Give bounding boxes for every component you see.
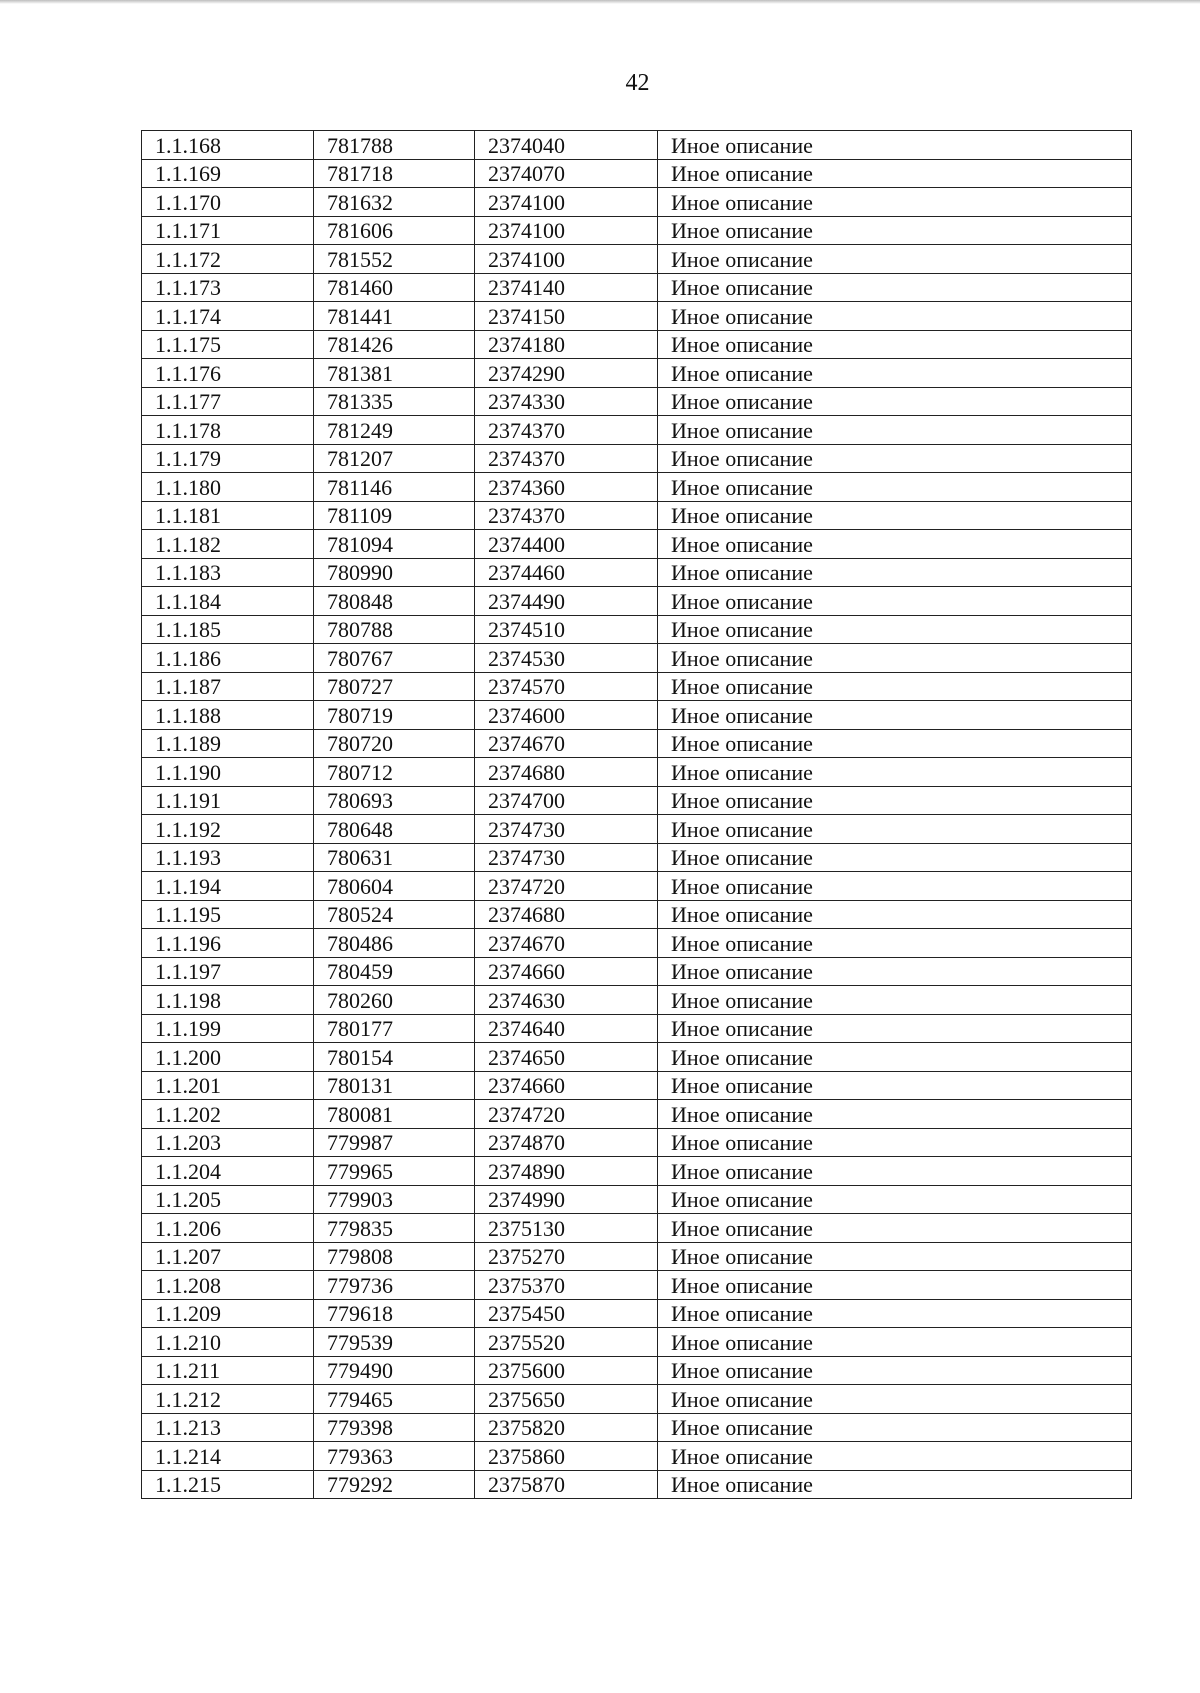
y-coordinate-cell: 2374990 <box>475 1185 658 1214</box>
y-coordinate-cell: 2375820 <box>475 1413 658 1442</box>
y-coordinate-cell: 2374510 <box>475 615 658 644</box>
description-cell: Иное описание <box>658 672 1132 701</box>
table-row <box>142 444 1132 473</box>
x-coordinate-cell: 780177 <box>314 1014 475 1043</box>
y-coordinate-cell: 2374600 <box>475 701 658 730</box>
table-row <box>142 1413 1132 1442</box>
point-number-cell: 1.1.198 <box>142 986 314 1015</box>
x-coordinate-cell: 780604 <box>314 872 475 901</box>
y-coordinate-cell: 2374670 <box>475 729 658 758</box>
description-cell: Иное описание <box>658 1470 1132 1499</box>
x-coordinate-cell: 779363 <box>314 1442 475 1471</box>
point-number-cell: 1.1.186 <box>142 644 314 673</box>
x-coordinate-cell: 780131 <box>314 1071 475 1100</box>
point-number-cell: 1.1.192 <box>142 815 314 844</box>
x-coordinate-cell: 780154 <box>314 1043 475 1072</box>
table-row <box>142 729 1132 758</box>
y-coordinate-cell: 2374530 <box>475 644 658 673</box>
description-cell: Иное описание <box>658 188 1132 217</box>
table-row <box>142 786 1132 815</box>
point-number-cell: 1.1.184 <box>142 587 314 616</box>
x-coordinate-cell: 780486 <box>314 929 475 958</box>
point-number-cell: 1.1.176 <box>142 359 314 388</box>
y-coordinate-cell: 2374370 <box>475 444 658 473</box>
x-coordinate-cell: 780848 <box>314 587 475 616</box>
table-row <box>142 302 1132 331</box>
x-coordinate-cell: 781249 <box>314 416 475 445</box>
y-coordinate-cell: 2374650 <box>475 1043 658 1072</box>
x-coordinate-cell: 780990 <box>314 558 475 587</box>
table-row <box>142 929 1132 958</box>
x-coordinate-cell: 779835 <box>314 1214 475 1243</box>
x-coordinate-cell: 781788 <box>314 131 475 160</box>
y-coordinate-cell: 2374370 <box>475 416 658 445</box>
x-coordinate-cell: 781718 <box>314 159 475 188</box>
y-coordinate-cell: 2374100 <box>475 188 658 217</box>
description-cell: Иное описание <box>658 387 1132 416</box>
x-coordinate-cell: 779465 <box>314 1385 475 1414</box>
description-cell: Иное описание <box>658 957 1132 986</box>
point-number-cell: 1.1.172 <box>142 245 314 274</box>
table-row <box>142 501 1132 530</box>
y-coordinate-cell: 2375870 <box>475 1470 658 1499</box>
y-coordinate-cell: 2374640 <box>475 1014 658 1043</box>
point-number-cell: 1.1.181 <box>142 501 314 530</box>
x-coordinate-cell: 780720 <box>314 729 475 758</box>
table-row <box>142 957 1132 986</box>
y-coordinate-cell: 2375860 <box>475 1442 658 1471</box>
description-cell: Иное описание <box>658 786 1132 815</box>
point-number-cell: 1.1.190 <box>142 758 314 787</box>
y-coordinate-cell: 2375450 <box>475 1299 658 1328</box>
description-cell: Иное описание <box>658 1043 1132 1072</box>
point-number-cell: 1.1.212 <box>142 1385 314 1414</box>
y-coordinate-cell: 2374040 <box>475 131 658 160</box>
coordinates-table <box>141 130 1132 1499</box>
description-cell: Иное описание <box>658 729 1132 758</box>
point-number-cell: 1.1.213 <box>142 1413 314 1442</box>
description-cell: Иное описание <box>658 615 1132 644</box>
x-coordinate-cell: 781441 <box>314 302 475 331</box>
x-coordinate-cell: 781426 <box>314 330 475 359</box>
x-coordinate-cell: 779965 <box>314 1157 475 1186</box>
description-cell: Иное описание <box>658 644 1132 673</box>
table-row <box>142 758 1132 787</box>
point-number-cell: 1.1.203 <box>142 1128 314 1157</box>
y-coordinate-cell: 2374150 <box>475 302 658 331</box>
x-coordinate-cell: 781381 <box>314 359 475 388</box>
x-coordinate-cell: 779539 <box>314 1328 475 1357</box>
x-coordinate-cell: 780712 <box>314 758 475 787</box>
description-cell: Иное описание <box>658 1385 1132 1414</box>
x-coordinate-cell: 780719 <box>314 701 475 730</box>
point-number-cell: 1.1.173 <box>142 273 314 302</box>
y-coordinate-cell: 2374730 <box>475 843 658 872</box>
description-cell: Иное описание <box>658 1242 1132 1271</box>
y-coordinate-cell: 2374360 <box>475 473 658 502</box>
point-number-cell: 1.1.209 <box>142 1299 314 1328</box>
table-row <box>142 1100 1132 1129</box>
description-cell: Иное описание <box>658 159 1132 188</box>
point-number-cell: 1.1.188 <box>142 701 314 730</box>
y-coordinate-cell: 2374140 <box>475 273 658 302</box>
description-cell: Иное описание <box>658 758 1132 787</box>
point-number-cell: 1.1.200 <box>142 1043 314 1072</box>
point-number-cell: 1.1.175 <box>142 330 314 359</box>
description-cell: Иное описание <box>658 1442 1132 1471</box>
point-number-cell: 1.1.201 <box>142 1071 314 1100</box>
table-row <box>142 1385 1132 1414</box>
point-number-cell: 1.1.168 <box>142 131 314 160</box>
point-number-cell: 1.1.195 <box>142 900 314 929</box>
table-row <box>142 131 1132 160</box>
description-cell: Иное описание <box>658 900 1132 929</box>
x-coordinate-cell: 779808 <box>314 1242 475 1271</box>
description-cell: Иное описание <box>658 1299 1132 1328</box>
point-number-cell: 1.1.207 <box>142 1242 314 1271</box>
point-number-cell: 1.1.179 <box>142 444 314 473</box>
table-row <box>142 1271 1132 1300</box>
table-row <box>142 1299 1132 1328</box>
x-coordinate-cell: 780767 <box>314 644 475 673</box>
table-row <box>142 843 1132 872</box>
x-coordinate-cell: 779618 <box>314 1299 475 1328</box>
point-number-cell: 1.1.174 <box>142 302 314 331</box>
point-number-cell: 1.1.180 <box>142 473 314 502</box>
table-row <box>142 1071 1132 1100</box>
description-cell: Иное описание <box>658 1185 1132 1214</box>
description-cell: Иное описание <box>658 1413 1132 1442</box>
table-row <box>142 159 1132 188</box>
x-coordinate-cell: 780260 <box>314 986 475 1015</box>
table-row <box>142 1128 1132 1157</box>
point-number-cell: 1.1.211 <box>142 1356 314 1385</box>
table-row <box>142 815 1132 844</box>
x-coordinate-cell: 781109 <box>314 501 475 530</box>
table-body <box>142 131 1132 1499</box>
y-coordinate-cell: 2375650 <box>475 1385 658 1414</box>
y-coordinate-cell: 2374720 <box>475 1100 658 1129</box>
y-coordinate-cell: 2374330 <box>475 387 658 416</box>
point-number-cell: 1.1.170 <box>142 188 314 217</box>
description-cell: Иное описание <box>658 131 1132 160</box>
x-coordinate-cell: 781335 <box>314 387 475 416</box>
description-cell: Иное описание <box>658 587 1132 616</box>
x-coordinate-cell: 780081 <box>314 1100 475 1129</box>
y-coordinate-cell: 2374660 <box>475 957 658 986</box>
y-coordinate-cell: 2374370 <box>475 501 658 530</box>
x-coordinate-cell: 780631 <box>314 843 475 872</box>
y-coordinate-cell: 2374870 <box>475 1128 658 1157</box>
description-cell: Иное описание <box>658 302 1132 331</box>
table-row <box>142 473 1132 502</box>
description-cell: Иное описание <box>658 473 1132 502</box>
table-row <box>142 359 1132 388</box>
table-row <box>142 387 1132 416</box>
description-cell: Иное описание <box>658 1356 1132 1385</box>
x-coordinate-cell: 779398 <box>314 1413 475 1442</box>
x-coordinate-cell: 781632 <box>314 188 475 217</box>
y-coordinate-cell: 2374660 <box>475 1071 658 1100</box>
table-row <box>142 188 1132 217</box>
point-number-cell: 1.1.196 <box>142 929 314 958</box>
point-number-cell: 1.1.197 <box>142 957 314 986</box>
table-row <box>142 558 1132 587</box>
y-coordinate-cell: 2374680 <box>475 758 658 787</box>
table-row <box>142 900 1132 929</box>
y-coordinate-cell: 2374100 <box>475 245 658 274</box>
y-coordinate-cell: 2374720 <box>475 872 658 901</box>
point-number-cell: 1.1.194 <box>142 872 314 901</box>
point-number-cell: 1.1.171 <box>142 216 314 245</box>
y-coordinate-cell: 2375370 <box>475 1271 658 1300</box>
y-coordinate-cell: 2374100 <box>475 216 658 245</box>
point-number-cell: 1.1.191 <box>142 786 314 815</box>
point-number-cell: 1.1.215 <box>142 1470 314 1499</box>
x-coordinate-cell: 779490 <box>314 1356 475 1385</box>
point-number-cell: 1.1.206 <box>142 1214 314 1243</box>
point-number-cell: 1.1.169 <box>142 159 314 188</box>
table-row <box>142 644 1132 673</box>
x-coordinate-cell: 780648 <box>314 815 475 844</box>
description-cell: Иное описание <box>658 245 1132 274</box>
description-cell: Иное описание <box>658 701 1132 730</box>
point-number-cell: 1.1.193 <box>142 843 314 872</box>
point-number-cell: 1.1.214 <box>142 1442 314 1471</box>
table-row <box>142 1014 1132 1043</box>
x-coordinate-cell: 779292 <box>314 1470 475 1499</box>
description-cell: Иное описание <box>658 1014 1132 1043</box>
x-coordinate-cell: 779736 <box>314 1271 475 1300</box>
y-coordinate-cell: 2374290 <box>475 359 658 388</box>
x-coordinate-cell: 781207 <box>314 444 475 473</box>
point-number-cell: 1.1.208 <box>142 1271 314 1300</box>
point-number-cell: 1.1.210 <box>142 1328 314 1357</box>
y-coordinate-cell: 2374490 <box>475 587 658 616</box>
description-cell: Иное описание <box>658 273 1132 302</box>
y-coordinate-cell: 2374630 <box>475 986 658 1015</box>
point-number-cell: 1.1.189 <box>142 729 314 758</box>
y-coordinate-cell: 2374180 <box>475 330 658 359</box>
table-row <box>142 330 1132 359</box>
table-row <box>142 530 1132 559</box>
y-coordinate-cell: 2375270 <box>475 1242 658 1271</box>
x-coordinate-cell: 781094 <box>314 530 475 559</box>
description-cell: Иное описание <box>658 558 1132 587</box>
description-cell: Иное описание <box>658 216 1132 245</box>
x-coordinate-cell: 781146 <box>314 473 475 502</box>
table-row <box>142 416 1132 445</box>
x-coordinate-cell: 779903 <box>314 1185 475 1214</box>
point-number-cell: 1.1.183 <box>142 558 314 587</box>
description-cell: Иное описание <box>658 1157 1132 1186</box>
description-cell: Иное описание <box>658 444 1132 473</box>
table-row <box>142 1442 1132 1471</box>
description-cell: Иное описание <box>658 1071 1132 1100</box>
table-row <box>142 672 1132 701</box>
y-coordinate-cell: 2375600 <box>475 1356 658 1385</box>
point-number-cell: 1.1.204 <box>142 1157 314 1186</box>
point-number-cell: 1.1.182 <box>142 530 314 559</box>
x-coordinate-cell: 780459 <box>314 957 475 986</box>
scan-top-edge <box>0 0 1200 4</box>
table-row <box>142 1356 1132 1385</box>
point-number-cell: 1.1.202 <box>142 1100 314 1129</box>
description-cell: Иное описание <box>658 872 1132 901</box>
description-cell: Иное описание <box>658 1271 1132 1300</box>
y-coordinate-cell: 2374070 <box>475 159 658 188</box>
table-row <box>142 245 1132 274</box>
point-number-cell: 1.1.185 <box>142 615 314 644</box>
table-row <box>142 1242 1132 1271</box>
x-coordinate-cell: 781606 <box>314 216 475 245</box>
description-cell: Иное описание <box>658 330 1132 359</box>
y-coordinate-cell: 2374400 <box>475 530 658 559</box>
y-coordinate-cell: 2375130 <box>475 1214 658 1243</box>
table-row <box>142 273 1132 302</box>
table-row <box>142 615 1132 644</box>
point-number-cell: 1.1.177 <box>142 387 314 416</box>
description-cell: Иное описание <box>658 929 1132 958</box>
description-cell: Иное описание <box>658 1328 1132 1357</box>
description-cell: Иное описание <box>658 1100 1132 1129</box>
table-row <box>142 701 1132 730</box>
point-number-cell: 1.1.187 <box>142 672 314 701</box>
description-cell: Иное описание <box>658 501 1132 530</box>
table-row <box>142 1328 1132 1357</box>
x-coordinate-cell: 780788 <box>314 615 475 644</box>
table-row <box>142 986 1132 1015</box>
description-cell: Иное описание <box>658 1128 1132 1157</box>
table-row <box>142 216 1132 245</box>
table-row <box>142 872 1132 901</box>
table-row <box>142 1214 1132 1243</box>
table-row <box>142 1043 1132 1072</box>
description-cell: Иное описание <box>658 530 1132 559</box>
point-number-cell: 1.1.205 <box>142 1185 314 1214</box>
x-coordinate-cell: 780693 <box>314 786 475 815</box>
page-number: 42 <box>625 70 650 96</box>
x-coordinate-cell: 781552 <box>314 245 475 274</box>
description-cell: Иное описание <box>658 1214 1132 1243</box>
x-coordinate-cell: 780524 <box>314 900 475 929</box>
x-coordinate-cell: 781460 <box>314 273 475 302</box>
x-coordinate-cell: 779987 <box>314 1128 475 1157</box>
y-coordinate-cell: 2374890 <box>475 1157 658 1186</box>
description-cell: Иное описание <box>658 815 1132 844</box>
table-row <box>142 587 1132 616</box>
table-row <box>142 1157 1132 1186</box>
y-coordinate-cell: 2374700 <box>475 786 658 815</box>
table-row <box>142 1470 1132 1499</box>
y-coordinate-cell: 2375520 <box>475 1328 658 1357</box>
description-cell: Иное описание <box>658 843 1132 872</box>
point-number-cell: 1.1.178 <box>142 416 314 445</box>
x-coordinate-cell: 780727 <box>314 672 475 701</box>
y-coordinate-cell: 2374670 <box>475 929 658 958</box>
point-number-cell: 1.1.199 <box>142 1014 314 1043</box>
description-cell: Иное описание <box>658 416 1132 445</box>
description-cell: Иное описание <box>658 986 1132 1015</box>
y-coordinate-cell: 2374570 <box>475 672 658 701</box>
table-row <box>142 1185 1132 1214</box>
y-coordinate-cell: 2374730 <box>475 815 658 844</box>
y-coordinate-cell: 2374680 <box>475 900 658 929</box>
y-coordinate-cell: 2374460 <box>475 558 658 587</box>
description-cell: Иное описание <box>658 359 1132 388</box>
